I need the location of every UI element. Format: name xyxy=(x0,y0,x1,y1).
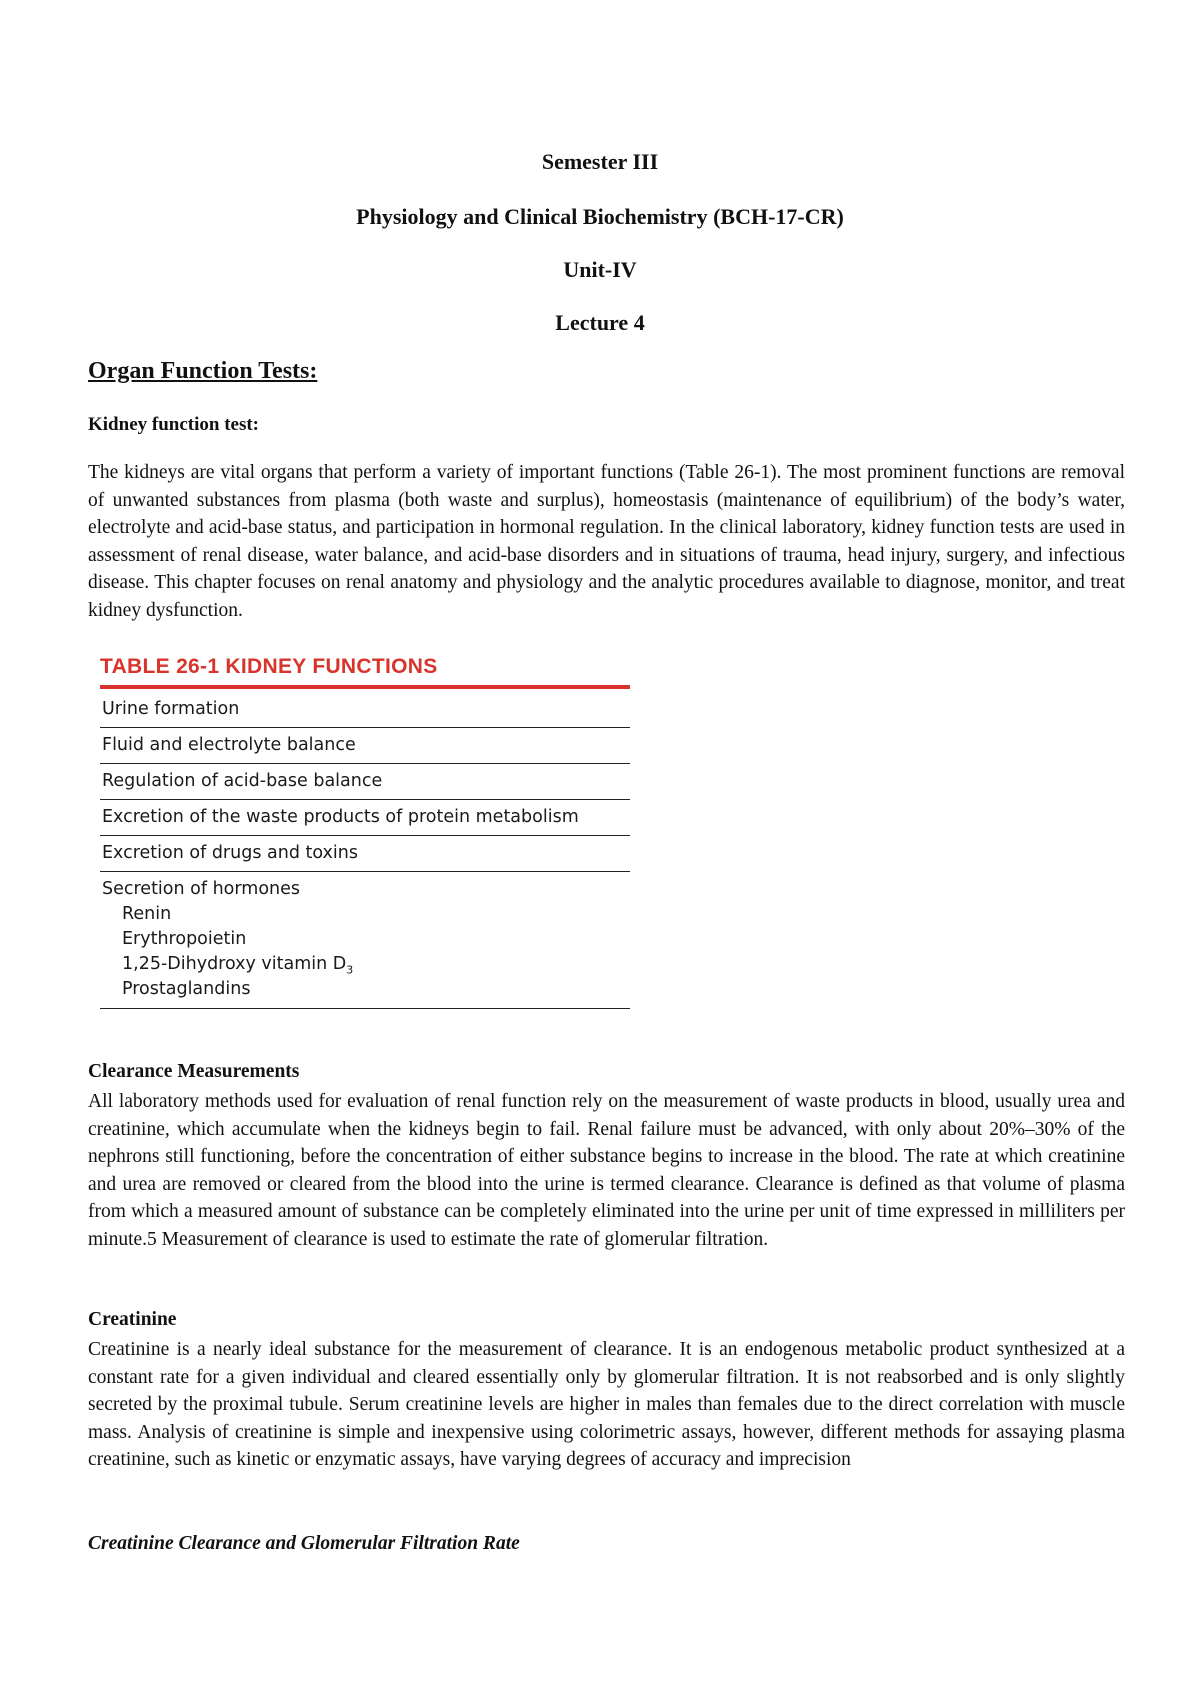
vitamin-subscript: 3 xyxy=(346,963,354,977)
kidney-functions-table xyxy=(100,654,630,1009)
kidney-intro-paragraph: The kidneys are vital organs that perform a variety of important functions (Table 26-1). The most prominent functions are removal of unwanted substances from plasma (both waste and surplus), homeostasis (maintenance of equilibrium) of the body’s water, electrolyte and acid-base status, and participation in hormonal regulation. In the clinical laboratory, kidney function tests are used in assessment of renal disease, water balance, and acid-base disorders and in situations of trauma, head injury, surgery, and infectious disease. This chapter focuses on renal anatomy and physiology and the analytic procedures available to diagnose, monitor, and treat kidney dysfunction. xyxy=(88,462,1125,621)
kidney-function-heading: Kidney function test: xyxy=(88,414,259,435)
creatinine-clearance-heading: Creatinine Clearance and Glomerular Filtration Rate xyxy=(88,1533,520,1554)
creatinine-heading: Creatinine xyxy=(88,1309,177,1330)
table-row: Excretion of the waste products of protein metabolism xyxy=(100,800,630,836)
section-title: Organ Function Tests: xyxy=(88,358,318,384)
hormones-label: Secretion of hormones xyxy=(102,879,301,899)
clearance-heading: Clearance Measurements xyxy=(88,1061,300,1082)
table-title: TABLE 26-1 KIDNEY FUNCTIONS xyxy=(100,655,438,678)
unit-heading: Unit-IV xyxy=(563,257,637,282)
hormone-item-vitamin xyxy=(102,952,628,977)
vitamin-label: 1,25-Dihydroxy vitamin D xyxy=(122,954,347,974)
hormone-item: Erythropoietin xyxy=(122,929,247,949)
table-row: Excretion of drugs and toxins xyxy=(100,836,630,872)
clearance-paragraph: All laboratory methods used for evaluation of renal function rely on the measurement of waste products in blood, usually urea and creatinine, which accumulate when the kidneys begin to fail. Renal failure must be advanced, with only about 20%–30% of the nephrons still functioning, before the concentration of either substance begins to increase in the blood. The rate at which creatinine and urea are removed or cleared from the blood into the urine is termed clearance. Clearance is defined as that volume of plasma from which a measured amount of substance can be completely eliminated into the urine per unit of time expressed in milliliters per minute.5 Measurement of clearance is used to estimate the rate of glomerular filtration. xyxy=(88,1091,1125,1250)
lecture-heading: Lecture 4 xyxy=(555,310,645,335)
creatinine-paragraph: Creatinine is a nearly ideal substance for the measurement of clearance. It is an endogenous metabolic product synthesized at a constant rate for a given individual and cleared essentially only by glomerular filtration. It is not reabsorbed and is only slightly secreted by the proximal tubule. Serum creatinine levels are higher in males than females due to the direct correlation with muscle mass. Analysis of creatinine is simple and inexpensive using colorimetric assays, however, different methods for assaying plasma creatinine, such as kinetic or enzymatic assays, have varying degrees of accuracy and imprecision xyxy=(88,1339,1125,1471)
table-row: Fluid and electrolyte balance xyxy=(100,728,630,764)
hormone-item: Renin xyxy=(122,904,172,924)
table-row: Regulation of acid-base balance xyxy=(100,764,630,800)
hormone-item: Prostaglandins xyxy=(122,979,251,999)
table-row: Urine formation xyxy=(100,689,630,728)
table-row-hormones xyxy=(100,872,630,1009)
semester-heading: Semester III xyxy=(541,149,659,174)
course-title: Physiology and Clinical Biochemistry (BCH-17-CR) xyxy=(356,204,844,229)
